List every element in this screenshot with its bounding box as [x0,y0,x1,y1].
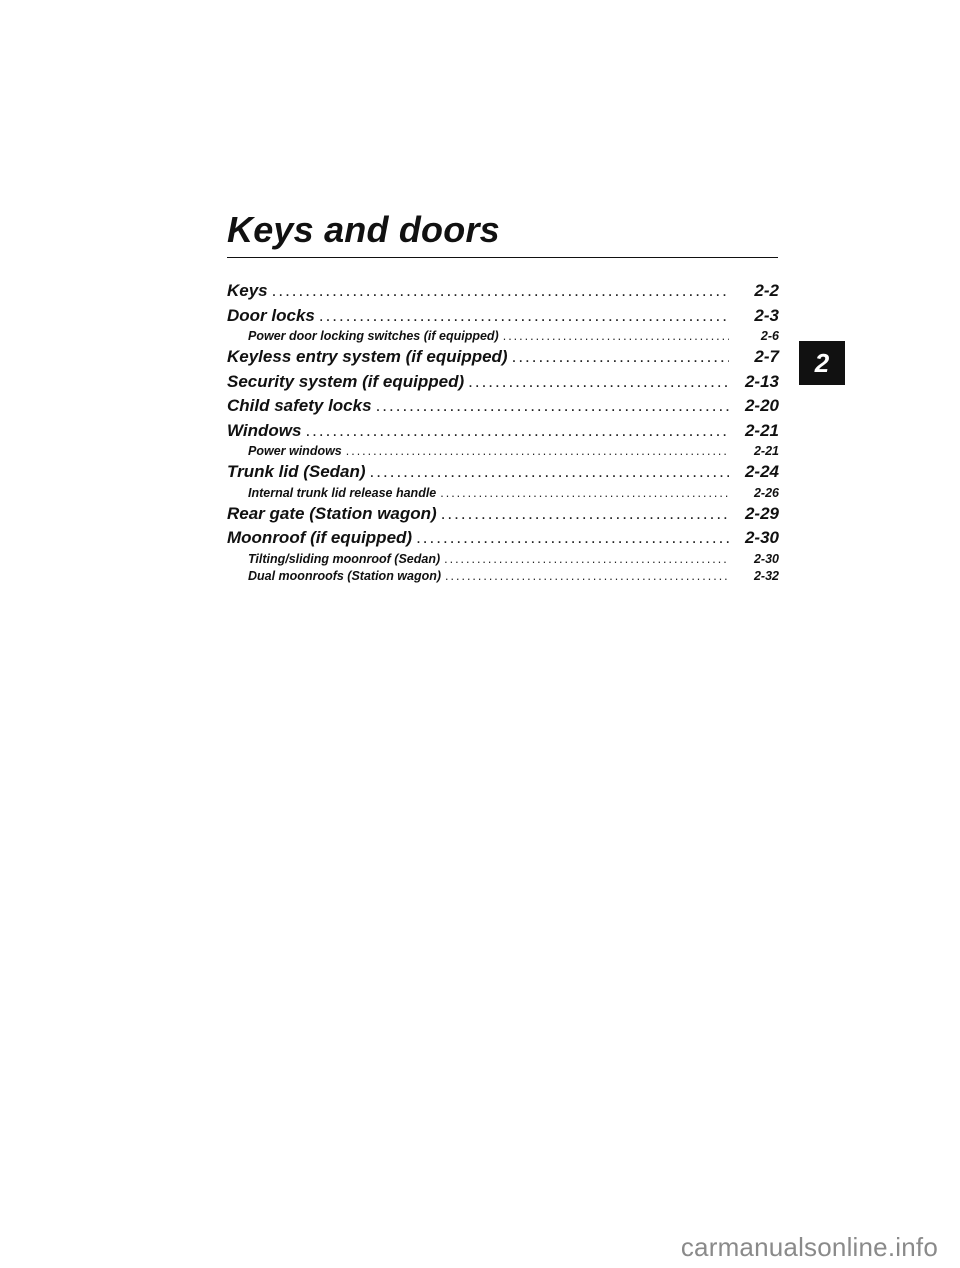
toc-entry-keyless-entry-system[interactable] [227,345,779,370]
dot-leader [444,551,729,568]
toc-subentry-tilting-sliding-moonroof[interactable] [227,551,779,568]
chapter-title: Keys and doors [227,209,500,250]
toc-entry-label: Internal trunk lid release handle [248,485,437,500]
toc-entry-page: 2-7 [754,347,779,366]
toc-entry-door-locks[interactable] [227,304,779,329]
toc-entry-windows[interactable] [227,419,779,444]
toc-entry-label: Rear gate (Station wagon) [227,503,437,523]
dot-leader [376,394,729,419]
dot-leader [370,460,729,485]
dot-leader [468,370,729,395]
watermark: carmanualsonline.info [680,1232,938,1262]
dot-leader [512,345,729,370]
toc-entry-label: Dual moonroofs (Station wagon) [248,568,442,583]
toc-entry-label: Tilting/sliding moonroof (Sedan) [248,551,441,566]
toc-entry-label: Moonroof (if equipped) [227,528,413,547]
dot-leader [445,568,729,585]
toc-entry-rear-gate[interactable] [227,502,779,527]
table-of-contents [227,279,779,585]
toc-entry-trunk-lid[interactable] [227,460,779,485]
dot-leader [272,279,729,304]
toc-entry-keys[interactable] [227,279,779,304]
title-divider [227,257,778,258]
toc-entry-page: 2-29 [744,503,779,523]
toc-entry-page: 2-13 [744,371,779,391]
toc-subentry-power-door-locking-switches[interactable] [227,328,779,345]
toc-subentry-internal-trunk-lid-release[interactable] [227,485,779,502]
toc-entry-label: Power windows [248,444,342,458]
toc-entry-page: 2-20 [744,396,779,415]
toc-entry-page: 2-32 [753,568,779,583]
toc-entry-page: 2-2 [754,281,779,300]
dot-leader [441,502,729,527]
toc-entry-security-system[interactable] [227,370,779,395]
chapter-tab: 2 [799,341,845,385]
toc-entry-label: Trunk lid (Sedan) [227,462,366,481]
toc-entry-child-safety-locks[interactable] [227,394,779,419]
toc-entry-label: Door locks [227,305,315,325]
toc-entry-label: Security system (if equipped) [227,371,465,391]
toc-subentry-dual-moonroofs[interactable] [227,568,779,585]
dot-leader [319,304,729,329]
toc-entry-label: Keys [227,281,268,300]
toc-entry-label: Keyless entry system (if equipped) [227,347,508,366]
toc-subentry-power-windows[interactable] [227,443,779,460]
toc-entry-label: Power door locking switches (if equipped) [248,329,499,343]
dot-leader [503,328,729,345]
toc-entry-page: 2-30 [753,551,779,566]
toc-entry-label: Child safety locks [227,396,372,415]
toc-entry-moonroof[interactable] [227,526,779,551]
dot-leader [440,485,729,502]
dot-leader [346,443,729,460]
toc-entry-page: 2-21 [744,420,779,440]
dot-leader [416,526,729,551]
toc-entry-page: 2-30 [744,528,779,547]
toc-entry-page: 2-6 [760,329,779,343]
dot-leader [305,419,729,444]
toc-entry-label: Windows [227,420,302,440]
toc-entry-page: 2-24 [744,462,779,481]
toc-entry-page: 2-26 [753,485,779,500]
toc-entry-page: 2-3 [754,305,779,325]
toc-entry-page: 2-21 [753,444,779,458]
